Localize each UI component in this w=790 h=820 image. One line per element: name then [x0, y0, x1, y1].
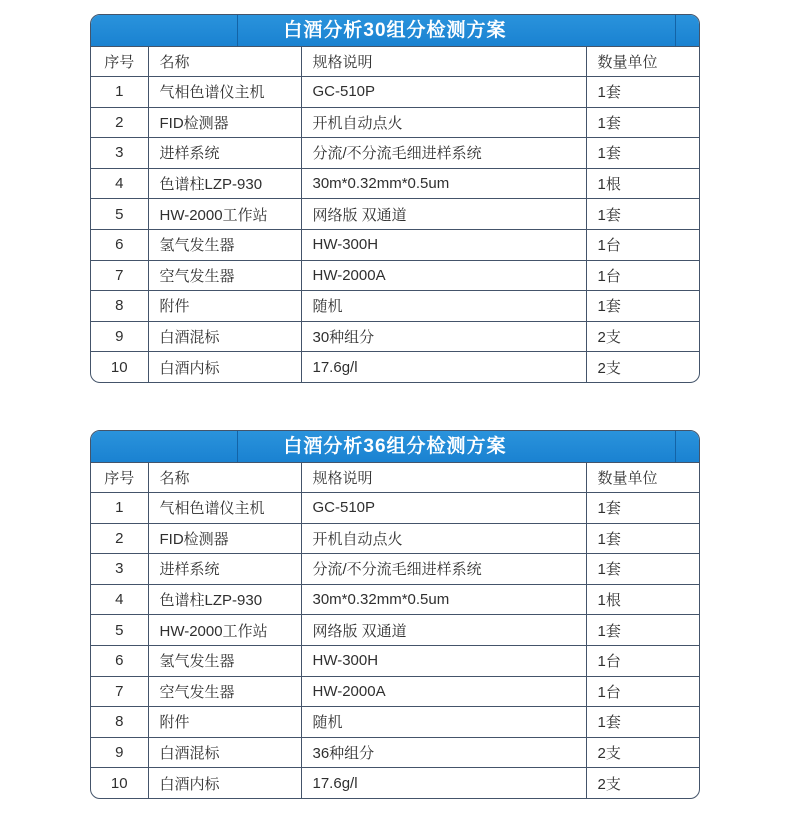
column-header-name: 名称 [148, 463, 301, 493]
cell-name: 色谱柱LZP-930 [148, 168, 301, 199]
table-row [91, 707, 699, 738]
cell-no: 10 [91, 352, 148, 382]
cell-no: 6 [91, 229, 148, 260]
cell-no: 7 [91, 676, 148, 707]
cell-qty: 1套 [586, 707, 699, 738]
column-header-spec: 规格说明 [301, 47, 586, 77]
cell-name: FID检测器 [148, 107, 301, 138]
cell-no: 5 [91, 199, 148, 230]
cell-name: 白酒混标 [148, 737, 301, 768]
table-row [91, 260, 699, 291]
cell-name: 附件 [148, 707, 301, 738]
cell-qty: 1套 [586, 554, 699, 585]
column-header-no: 序号 [91, 47, 148, 77]
cell-name: 氢气发生器 [148, 645, 301, 676]
cell-spec: 分流/不分流毛细进样系统 [301, 554, 586, 585]
cell-qty: 1台 [586, 645, 699, 676]
cell-no: 9 [91, 321, 148, 352]
title-bar-divider [675, 15, 676, 46]
title-bar-divider [675, 431, 676, 462]
cell-spec: HW-300H [301, 645, 586, 676]
cell-spec: 开机自动点火 [301, 107, 586, 138]
table-title: 白酒分析36组分检测方案 [283, 436, 507, 457]
cell-qty: 1套 [586, 493, 699, 524]
spec-table [91, 47, 699, 382]
cell-qty: 1台 [586, 260, 699, 291]
cell-name: 白酒内标 [148, 768, 301, 798]
cell-name: 氢气发生器 [148, 229, 301, 260]
cell-name: 白酒内标 [148, 352, 301, 382]
cell-name: 附件 [148, 291, 301, 322]
column-header-spec: 规格说明 [301, 463, 586, 493]
column-header-row [91, 47, 699, 77]
cell-spec: 17.6g/l [301, 352, 586, 382]
table-title-bar [91, 15, 699, 47]
cell-spec: 开机自动点火 [301, 523, 586, 554]
table-row [91, 676, 699, 707]
cell-qty: 1根 [586, 584, 699, 615]
cell-name: 白酒混标 [148, 321, 301, 352]
cell-name: 进样系统 [148, 554, 301, 585]
cell-name: FID检测器 [148, 523, 301, 554]
cell-spec: HW-2000A [301, 260, 586, 291]
cell-name: 气相色谱仪主机 [148, 493, 301, 524]
table-row [91, 321, 699, 352]
cell-no: 8 [91, 707, 148, 738]
column-header-qty: 数量单位 [586, 47, 699, 77]
cell-no: 4 [91, 584, 148, 615]
table-row [91, 615, 699, 646]
cell-qty: 1套 [586, 77, 699, 108]
cell-qty: 1根 [586, 168, 699, 199]
cell-no: 9 [91, 737, 148, 768]
cell-spec: 随机 [301, 707, 586, 738]
table-row [91, 523, 699, 554]
table-row [91, 229, 699, 260]
cell-spec: 随机 [301, 291, 586, 322]
table-title-bar [91, 431, 699, 463]
cell-no: 10 [91, 768, 148, 798]
cell-qty: 1套 [586, 291, 699, 322]
cell-no: 3 [91, 138, 148, 169]
cell-no: 5 [91, 615, 148, 646]
cell-no: 1 [91, 493, 148, 524]
table-title: 白酒分析30组分检测方案 [283, 20, 507, 41]
cell-name: 色谱柱LZP-930 [148, 584, 301, 615]
table-row [91, 737, 699, 768]
cell-no: 3 [91, 554, 148, 585]
cell-spec: HW-2000A [301, 676, 586, 707]
column-header-row [91, 463, 699, 493]
cell-qty: 2支 [586, 737, 699, 768]
table-row [91, 138, 699, 169]
cell-name: HW-2000工作站 [148, 199, 301, 230]
cell-spec: 网络版 双通道 [301, 615, 586, 646]
table-row [91, 584, 699, 615]
table-row [91, 768, 699, 798]
cell-qty: 1套 [586, 107, 699, 138]
cell-name: HW-2000工作站 [148, 615, 301, 646]
title-bar-divider [237, 15, 238, 46]
cell-qty: 2支 [586, 768, 699, 798]
spec-table [91, 463, 699, 798]
column-header-no: 序号 [91, 463, 148, 493]
table-row [91, 554, 699, 585]
table-row [91, 168, 699, 199]
column-header-qty: 数量单位 [586, 463, 699, 493]
cell-spec: 30m*0.32mm*0.5um [301, 584, 586, 615]
cell-no: 6 [91, 645, 148, 676]
cell-spec: 30m*0.32mm*0.5um [301, 168, 586, 199]
cell-name: 进样系统 [148, 138, 301, 169]
cell-qty: 1套 [586, 523, 699, 554]
table-row [91, 107, 699, 138]
cell-qty: 2支 [586, 321, 699, 352]
cell-name: 气相色谱仪主机 [148, 77, 301, 108]
cell-qty: 1台 [586, 676, 699, 707]
cell-spec: GC-510P [301, 493, 586, 524]
table-row [91, 352, 699, 382]
cell-spec: 17.6g/l [301, 768, 586, 798]
cell-no: 1 [91, 77, 148, 108]
table-row [91, 493, 699, 524]
cell-name: 空气发生器 [148, 260, 301, 291]
cell-no: 7 [91, 260, 148, 291]
cell-no: 2 [91, 107, 148, 138]
cell-spec: 网络版 双通道 [301, 199, 586, 230]
scheme-card-36 [90, 430, 700, 799]
cell-no: 8 [91, 291, 148, 322]
cell-spec: GC-510P [301, 77, 586, 108]
cell-spec: 36种组分 [301, 737, 586, 768]
table-row [91, 291, 699, 322]
title-bar-divider [237, 431, 238, 462]
table-row [91, 77, 699, 108]
cell-qty: 1套 [586, 615, 699, 646]
column-header-name: 名称 [148, 47, 301, 77]
table-row [91, 199, 699, 230]
cell-no: 4 [91, 168, 148, 199]
cell-qty: 1套 [586, 199, 699, 230]
cell-spec: HW-300H [301, 229, 586, 260]
cell-name: 空气发生器 [148, 676, 301, 707]
cell-qty: 1套 [586, 138, 699, 169]
cell-spec: 分流/不分流毛细进样系统 [301, 138, 586, 169]
cell-no: 2 [91, 523, 148, 554]
scheme-card-30 [90, 14, 700, 383]
cell-qty: 1台 [586, 229, 699, 260]
table-row [91, 645, 699, 676]
cell-spec: 30种组分 [301, 321, 586, 352]
cell-qty: 2支 [586, 352, 699, 382]
